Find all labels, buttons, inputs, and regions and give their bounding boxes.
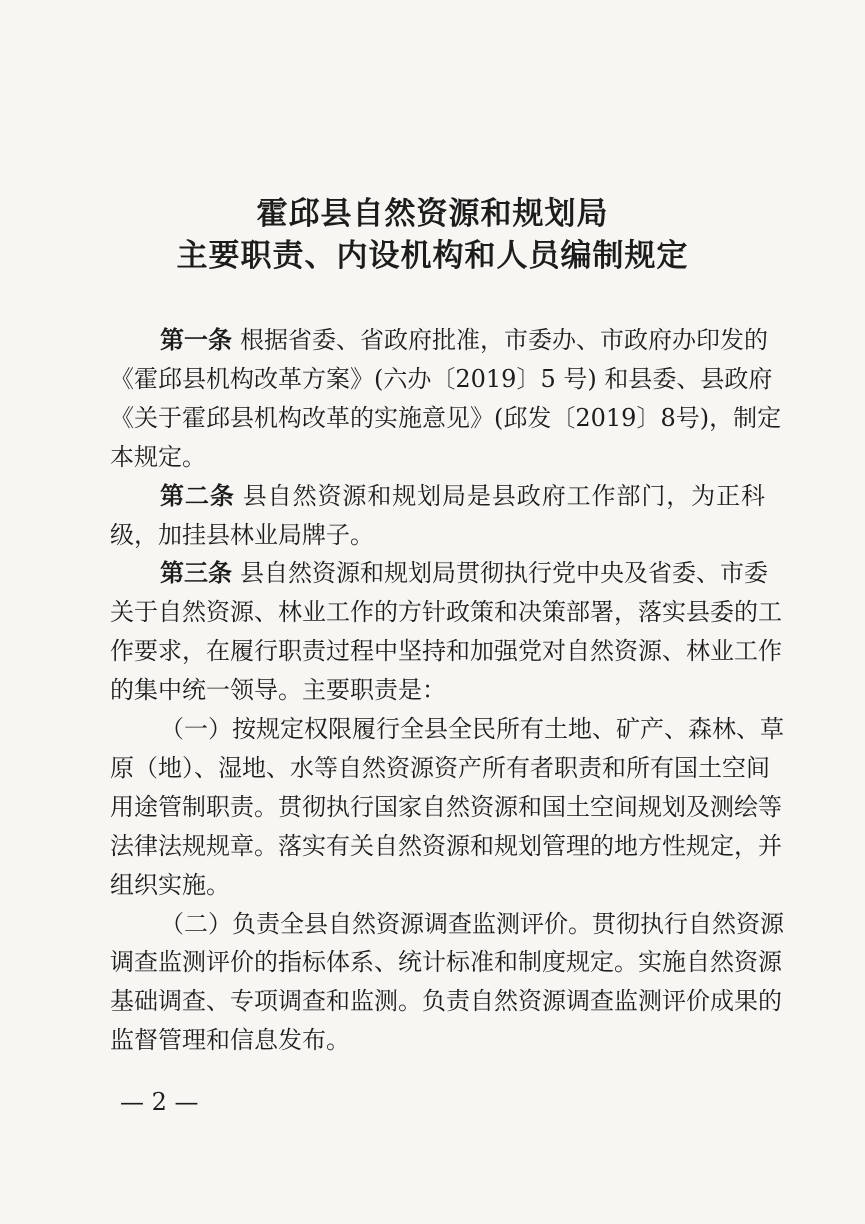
line-text: 关于自然资源、林业工作的方针政策和决策部署，落实县委的工 [110, 598, 782, 626]
document-title-line1: 霍邱县自然资源和规划局 [256, 196, 609, 232]
line-text: 法律法规规章。落实有关自然资源和规划管理的地方性规定，并 [110, 832, 782, 860]
line-text: 县自然资源和规划局贯彻执行党中央及省委、市委 [240, 559, 768, 587]
line-text: 原（地）、湿地、水等自然资源资产所有者职责和所有国土空间 [110, 754, 770, 782]
text-line [110, 985, 782, 1017]
line-text: 《关于霍邱县机构改革的实施意见》(邱发〔2019〕8号)，制定 [110, 404, 782, 432]
line-text: 根据省委、省政府批准，市委办、市政府办印发的 [240, 326, 768, 354]
document-title-line2: 主要职责、内设机构和人员编制规定 [176, 238, 689, 274]
article-label: 第二条 [160, 481, 235, 510]
line-text: 监督管理和信息发布。 [110, 1026, 350, 1054]
line-text: 作要求，在履行职责过程中坚持和加强党对自然资源、林业工作 [110, 637, 782, 665]
text-line [110, 363, 773, 395]
line-text: （一）按规定权限履行全县全民所有土地、矿产、森林、草 [160, 715, 784, 743]
article-label: 第一条 [160, 325, 232, 354]
text-line [110, 752, 770, 784]
text-line [110, 596, 782, 628]
line-text: 基础调查、专项调查和监测。负责自然资源调查监测评价成果的 [110, 987, 782, 1015]
line-text: （二）负责全县自然资源调查监测评价。贯彻执行自然资源 [160, 910, 784, 938]
text-line [110, 519, 765, 551]
text-line [110, 441, 765, 473]
text-line [110, 1024, 765, 1056]
text-line [110, 635, 782, 667]
line-text: 调查监测评价的指标体系、统计标准和制度规定。实施自然资源 [110, 948, 782, 976]
line-text: 本规定。 [110, 443, 206, 471]
text-line [160, 324, 768, 356]
line-text: 《霍邱县机构改革方案》(六办〔2019〕5 号) 和县委、县政府 [110, 365, 773, 393]
text-line [160, 557, 768, 589]
text-line [110, 791, 782, 823]
text-line [110, 402, 782, 434]
text-line [160, 908, 784, 940]
text-line [160, 480, 765, 512]
article-label: 第三条 [160, 558, 232, 587]
text-line [110, 946, 782, 978]
text-line [110, 674, 765, 706]
line-text: 的集中统一领导。主要职责是： [110, 676, 446, 704]
line-text: 级，加挂县林业局牌子。 [110, 521, 374, 549]
text-line [160, 713, 784, 745]
line-text: 用途管制职责。贯彻执行国家自然资源和国土空间规划及测绘等 [110, 793, 782, 821]
line-text: 县自然资源和规划局是县政府工作部门，为正科 [242, 482, 766, 510]
text-line [110, 830, 782, 862]
page-number: — 2 — [120, 1088, 199, 1116]
line-text: 组织实施。 [110, 871, 230, 899]
text-line [110, 869, 765, 901]
